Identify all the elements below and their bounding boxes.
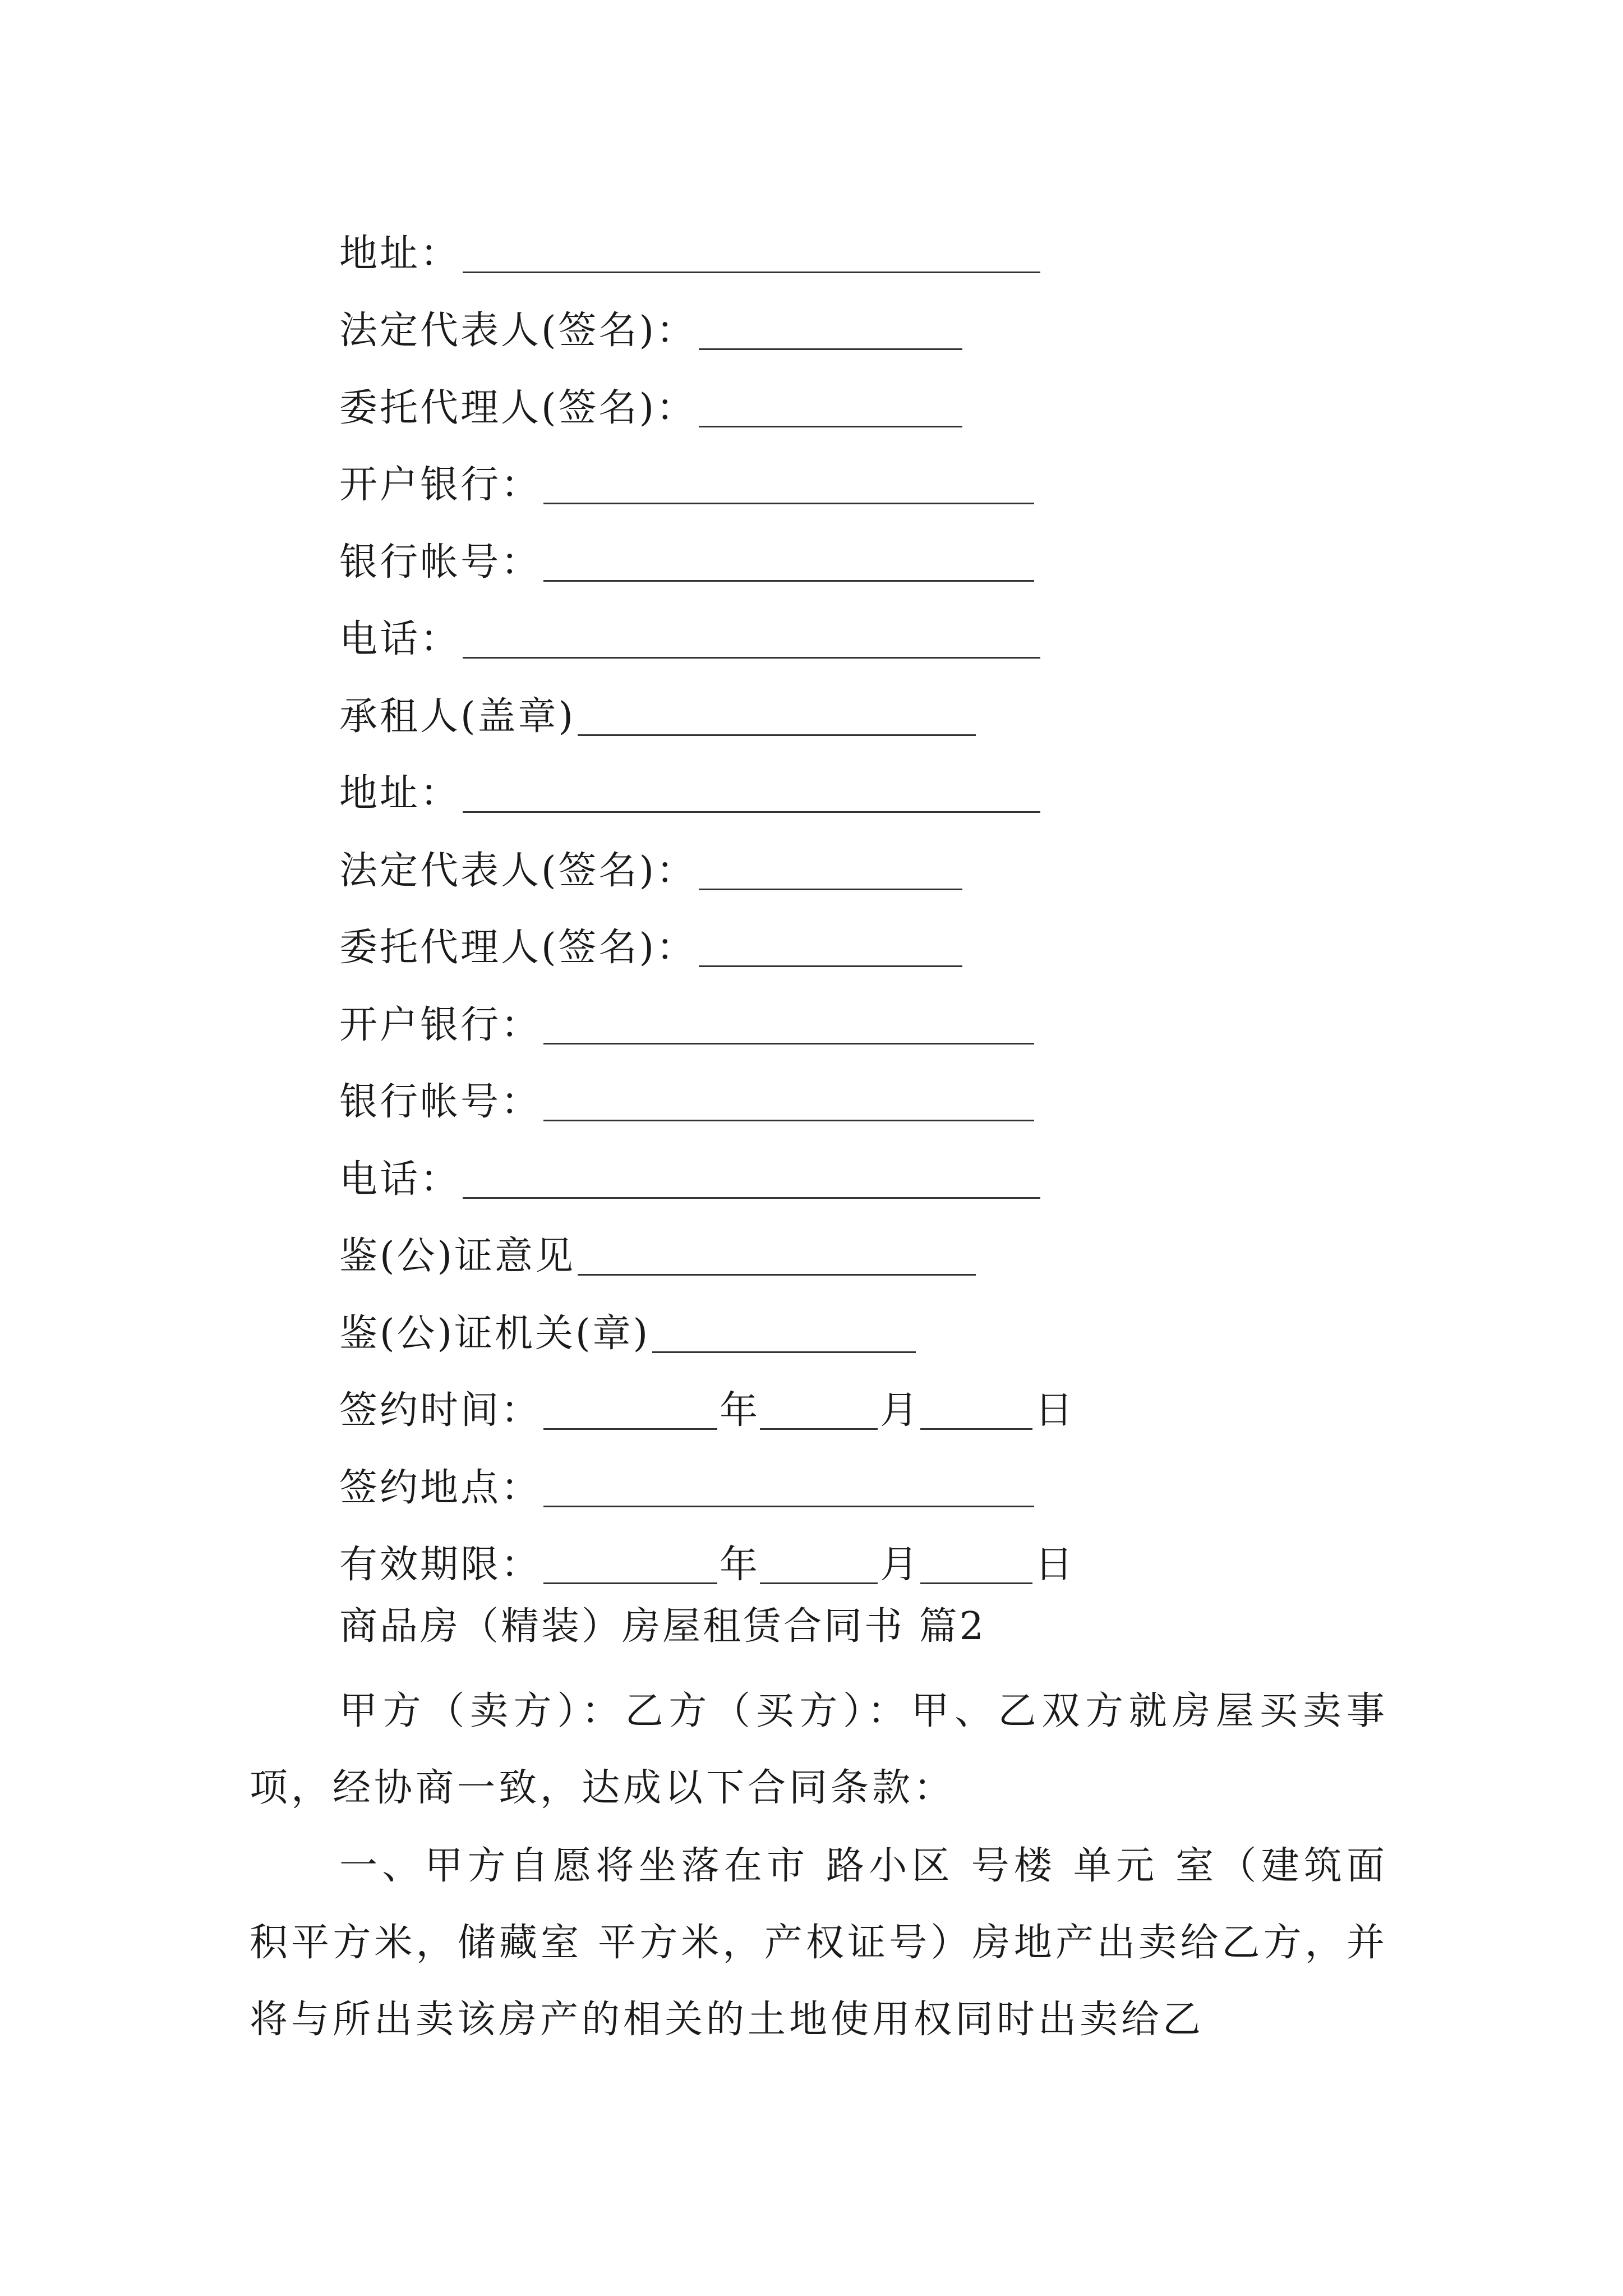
fill-in-blank[interactable] bbox=[760, 1582, 878, 1584]
form-label: 签约地点： bbox=[339, 1465, 542, 1510]
form-line bbox=[339, 596, 1073, 674]
form-line bbox=[339, 982, 1073, 1059]
fill-in-blank[interactable] bbox=[699, 426, 962, 427]
form-line bbox=[339, 1059, 1073, 1137]
form-label: 鉴(公)证意见 bbox=[339, 1234, 576, 1278]
date-unit-day: 日 bbox=[1035, 1388, 1073, 1433]
form-label: 银行帐号： bbox=[339, 540, 542, 585]
fill-in-blank[interactable] bbox=[699, 889, 962, 890]
fill-in-blank[interactable] bbox=[543, 503, 1034, 504]
form-line bbox=[339, 1213, 1073, 1291]
form-line bbox=[339, 1136, 1073, 1213]
form-label: 地址： bbox=[339, 231, 461, 276]
form-label: 有效期限： bbox=[339, 1543, 542, 1587]
section-heading: 商品房（精装）房屋租赁合同书 篇2 bbox=[339, 1604, 986, 1649]
date-unit-year: 年 bbox=[720, 1543, 758, 1587]
form-label: 签约时间： bbox=[339, 1388, 542, 1433]
fill-in-blank[interactable] bbox=[699, 348, 962, 350]
signature-form bbox=[339, 210, 1073, 1599]
form-line bbox=[339, 905, 1073, 982]
date-unit-month: 月 bbox=[880, 1543, 919, 1587]
fill-in-blank[interactable] bbox=[543, 1428, 717, 1430]
form-label: 法定代表人(签名)： bbox=[339, 848, 697, 893]
fill-in-blank[interactable] bbox=[543, 1120, 1034, 1121]
date-unit-day: 日 bbox=[1035, 1543, 1073, 1587]
form-label: 电话： bbox=[339, 1157, 461, 1202]
fill-in-blank[interactable] bbox=[920, 1428, 1032, 1430]
fill-in-blank[interactable] bbox=[463, 272, 1040, 273]
form-label: 电话： bbox=[339, 617, 461, 661]
fill-in-blank[interactable] bbox=[543, 1506, 1034, 1507]
form-line bbox=[339, 827, 1073, 905]
form-line bbox=[339, 288, 1073, 365]
fill-in-blank[interactable] bbox=[652, 1351, 916, 1353]
form-line bbox=[339, 1522, 1073, 1599]
fill-in-blank[interactable] bbox=[578, 1274, 976, 1276]
fill-in-blank[interactable] bbox=[463, 1197, 1040, 1199]
form-line bbox=[339, 210, 1073, 288]
form-label: 承租人(盖章) bbox=[339, 694, 576, 739]
fill-in-blank[interactable] bbox=[578, 734, 976, 736]
form-line bbox=[339, 1368, 1073, 1445]
date-unit-year: 年 bbox=[720, 1388, 758, 1433]
form-label: 地址： bbox=[339, 771, 461, 816]
form-label: 委托代理人(签名)： bbox=[339, 385, 697, 430]
fill-in-blank[interactable] bbox=[463, 811, 1040, 813]
fill-in-blank[interactable] bbox=[920, 1582, 1032, 1584]
form-line bbox=[339, 1290, 1073, 1368]
fill-in-blank[interactable] bbox=[699, 965, 962, 967]
fill-in-blank[interactable] bbox=[760, 1428, 878, 1430]
form-label: 鉴(公)证机关(章) bbox=[339, 1311, 651, 1356]
form-label: 银行帐号： bbox=[339, 1080, 542, 1124]
form-line bbox=[339, 751, 1073, 828]
fill-in-blank[interactable] bbox=[543, 1582, 717, 1584]
form-line bbox=[339, 1444, 1073, 1522]
fill-in-blank[interactable] bbox=[543, 1043, 1034, 1045]
form-line bbox=[339, 519, 1073, 596]
form-line bbox=[339, 673, 1073, 751]
contract-parties-paragraph: 甲方（卖方）：乙方（买方）：甲、乙双方就房屋买卖事项，经协商一致，达成以下合同条款： bbox=[250, 1689, 1388, 1810]
form-label: 开户银行： bbox=[339, 1002, 542, 1047]
form-label: 开户银行： bbox=[339, 463, 542, 507]
fill-in-blank[interactable] bbox=[543, 580, 1034, 582]
form-line bbox=[339, 442, 1073, 519]
fill-in-blank[interactable] bbox=[463, 657, 1040, 659]
form-label: 委托代理人(签名)： bbox=[339, 926, 697, 970]
form-label: 法定代表人(签名)： bbox=[339, 309, 697, 353]
form-line bbox=[339, 365, 1073, 442]
contract-clause-1-paragraph: 一、甲方自愿将坐落在市 路小区 号楼 单元 室（建筑面积平方米，储藏室 平方米，产权证号）房地产出卖给乙方，并将与所出卖该房产的相关的土地使用权同时出卖给乙 bbox=[250, 1844, 1388, 2042]
date-unit-month: 月 bbox=[880, 1388, 919, 1433]
